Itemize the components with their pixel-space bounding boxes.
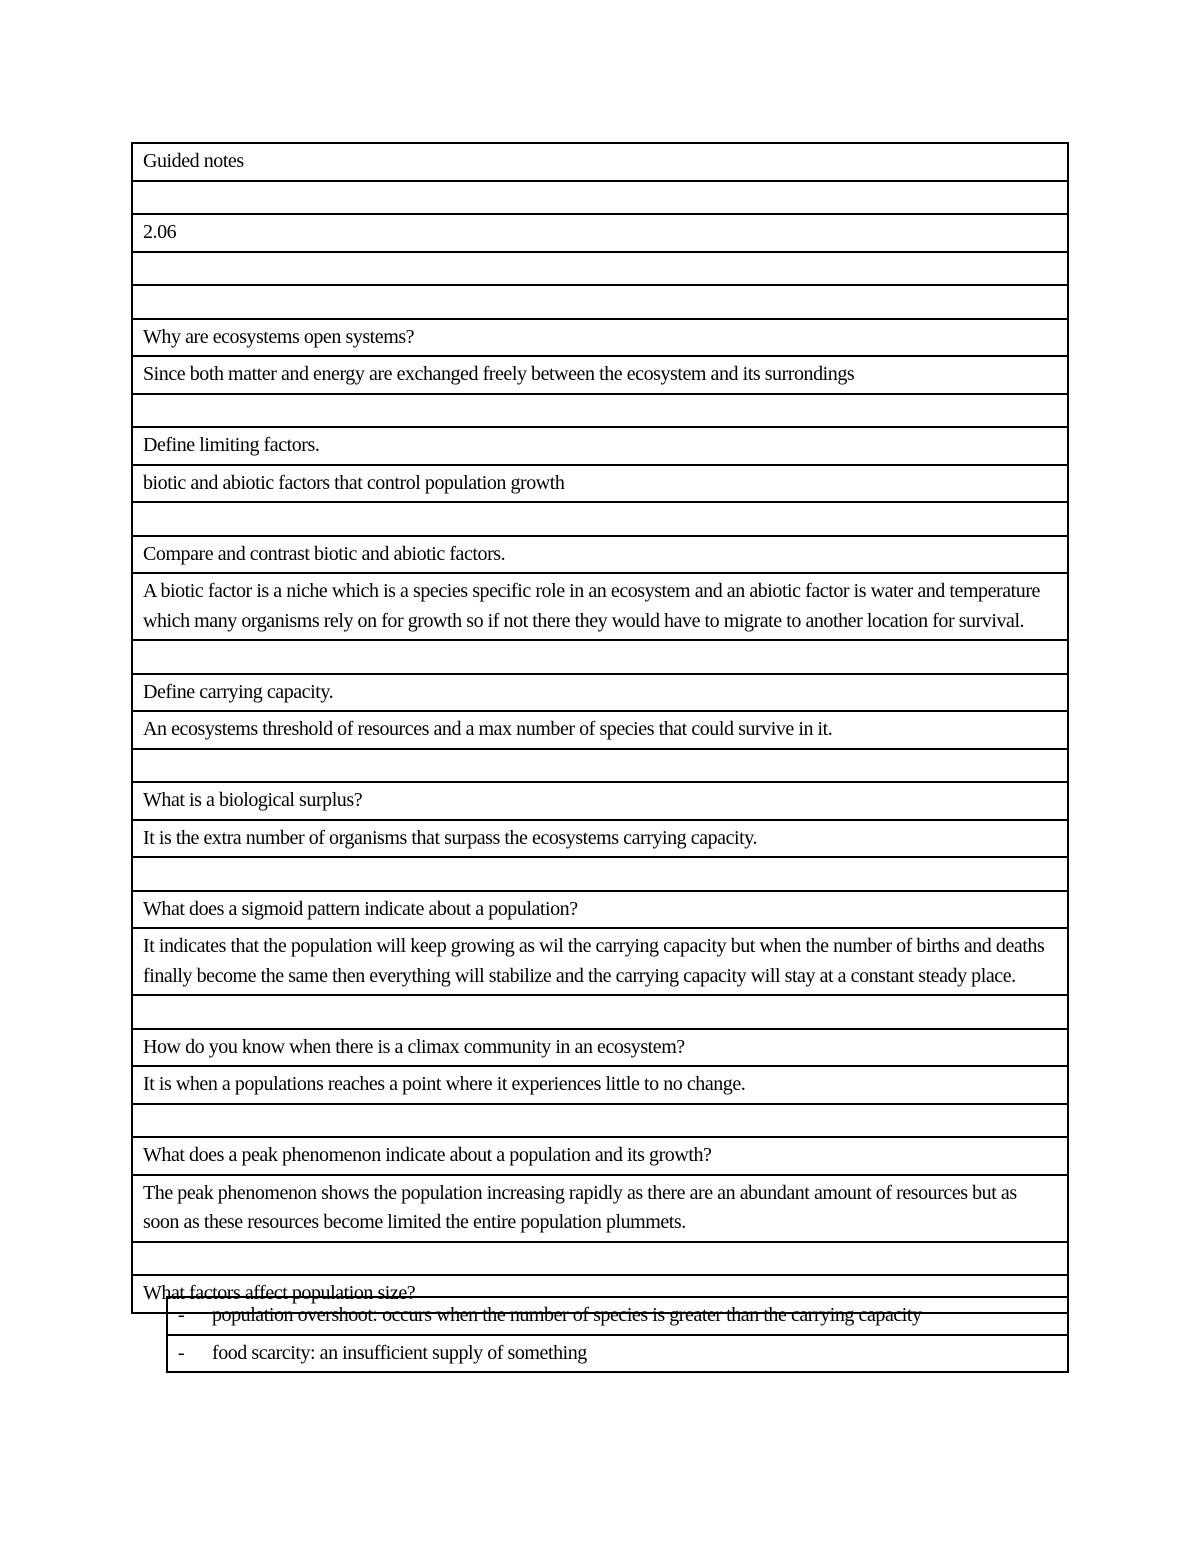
table-row-answer: It indicates that the population will keep growing as wil the carrying capacity but when the number of births and deaths finally become the same then everything will stabilize and the carrying capacity will stay at a constant steady place.	[131, 927, 1069, 994]
table-row-question: What does a sigmoid pattern indicate about a population?	[131, 890, 1069, 928]
table-row-question: Why are ecosystems open systems?	[131, 318, 1069, 356]
guided-notes-table	[131, 142, 1069, 1314]
table-row-answer: It is when a populations reaches a point where it experiences little to no change.	[131, 1065, 1069, 1103]
table-row-answer: It is the extra number of organisms that surpass the ecosystems carrying capacity.	[131, 819, 1069, 857]
table-row-question: Define limiting factors.	[131, 426, 1069, 464]
factors-bullet-table	[166, 1296, 1069, 1373]
table-row-answer: A biotic factor is a niche which is a species specific role in an ecosystem and an abiotic factor is water and temperature which many organisms rely on for growth so if not there they would have to migrate to another location for survival.	[131, 572, 1069, 639]
bullet-row	[166, 1296, 1069, 1334]
table-row-answer: An ecosystems threshold of resources and a max number of species that could survive in it.	[131, 710, 1069, 748]
table-row-question: What is a biological surplus?	[131, 781, 1069, 819]
table-row-title: Guided notes	[131, 142, 1069, 180]
dash-marker: -	[178, 1341, 185, 1364]
table-row-question: What factors affect population size?	[131, 1274, 1069, 1314]
table-row-question: Compare and contrast biotic and abiotic factors.	[131, 535, 1069, 573]
table-row-blank	[131, 1241, 1069, 1275]
table-row-section-number: 2.06	[131, 213, 1069, 251]
table-row-blank	[131, 994, 1069, 1028]
table-row-blank	[131, 393, 1069, 427]
table-row-question: How do you know when there is a climax community in an ecosystem?	[131, 1028, 1069, 1066]
table-row-blank	[131, 1103, 1069, 1137]
table-row-blank	[131, 251, 1069, 285]
table-row-answer: The peak phenomenon shows the population increasing rapidly as there are an abundant amount of resources but as soon as these resources become limited the entire population plummets.	[131, 1174, 1069, 1241]
dash-marker: -	[178, 1304, 185, 1326]
bullet-row	[166, 1334, 1069, 1374]
table-row-blank	[131, 748, 1069, 782]
bullet-text: population overshoot: occurs when the number of species is greater than the carrying capacity	[212, 1304, 922, 1326]
table-row-blank	[131, 856, 1069, 890]
table-row-blank	[131, 501, 1069, 535]
table-row-question: Define carrying capacity.	[131, 673, 1069, 711]
table-row-blank	[131, 639, 1069, 673]
table-row-question: What does a peak phenomenon indicate about a population and its growth?	[131, 1136, 1069, 1174]
table-row-answer: biotic and abiotic factors that control population growth	[131, 464, 1069, 502]
table-row-answer: Since both matter and energy are exchanged freely between the ecosystem and its surrondings	[131, 355, 1069, 393]
bullet-text: food scarcity: an insufficient supply of something	[212, 1341, 587, 1364]
table-row-blank	[131, 180, 1069, 214]
table-row-blank	[131, 284, 1069, 318]
